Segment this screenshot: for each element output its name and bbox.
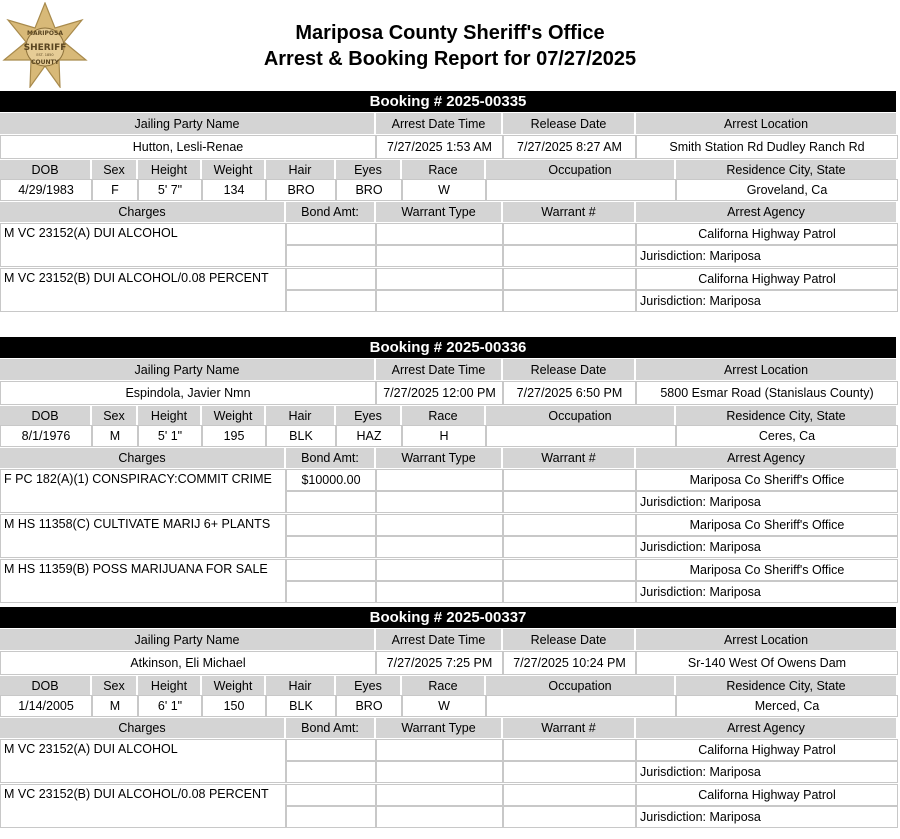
arrest-location-header: Arrest Location (636, 113, 898, 134)
booking-header (0, 91, 896, 112)
release-date: 7/27/2025 10:24 PM (503, 651, 636, 675)
warrant-number (503, 514, 636, 536)
height-header: Height (138, 160, 202, 179)
sex-value: M (92, 425, 138, 447)
report-title: Arrest & Booking Report for 07/27/2025 (263, 48, 637, 70)
badge-text-top: MARIPOSA (27, 30, 63, 37)
arrest-date-time: 7/27/2025 7:25 PM (376, 651, 503, 675)
warrant-type-header: Warrant Type (376, 448, 503, 468)
warrant-type (376, 268, 503, 290)
jailing-party-name-header: Jailing Party Name (0, 113, 376, 134)
eyes-value: BRO (336, 695, 402, 717)
sheriff-badge-icon (2, 2, 88, 88)
dob-value: 1/14/2005 (0, 695, 92, 717)
charge-description: F PC 182(A)(1) CONSPIRACY:COMMIT CRIME (0, 469, 286, 513)
jailing-party-name-header: Jailing Party Name (0, 359, 376, 380)
arrest-agency: Californa Highway Patrol (636, 739, 898, 761)
warrant-number-blank (503, 536, 636, 558)
badge-text-bottom: COUNTY (31, 59, 59, 66)
jurisdiction: Jurisdiction: Mariposa (636, 806, 898, 828)
occupation-value (486, 695, 676, 717)
warrant-type-blank (376, 491, 503, 513)
bond-amt-header: Bond Amt: (286, 718, 376, 738)
weight-header: Weight (202, 406, 266, 425)
booking-prefix: Booking # (369, 93, 447, 110)
bond-amount-blank (286, 491, 376, 513)
hair-header: Hair (266, 406, 336, 425)
booking-number: 2025-00337 (446, 609, 527, 626)
booking-prefix: Booking # (369, 609, 447, 626)
warrant-number-blank (503, 290, 636, 312)
eyes-header: Eyes (336, 676, 402, 695)
warrant-type (376, 469, 503, 491)
warrant-number (503, 739, 636, 761)
height-value: 6' 1" (138, 695, 202, 717)
weight-header: Weight (202, 676, 266, 695)
residence-value: Ceres, Ca (676, 425, 898, 447)
dob-header: DOB (0, 160, 92, 179)
bond-amount-blank (286, 536, 376, 558)
warrant-type (376, 559, 503, 581)
hair-value: BLK (266, 425, 336, 447)
jurisdiction: Jurisdiction: Mariposa (636, 491, 898, 513)
warrant-type-blank (376, 536, 503, 558)
arrest-date-time-header: Arrest Date Time (376, 113, 503, 134)
eyes-value: BRO (336, 179, 402, 201)
eyes-header: Eyes (336, 406, 402, 425)
eyes-value: HAZ (336, 425, 402, 447)
charges-header: Charges (0, 448, 286, 468)
sex-value: F (92, 179, 138, 201)
bond-amount-blank (286, 581, 376, 603)
charge-description: M VC 23152(A) DUI ALCOHOL (0, 739, 286, 783)
warrant-number (503, 559, 636, 581)
height-value: 5' 7" (138, 179, 202, 201)
jurisdiction: Jurisdiction: Mariposa (636, 290, 898, 312)
occupation-header: Occupation (486, 160, 676, 179)
bond-amount (286, 559, 376, 581)
agency-title: Mariposa County Sheriff's Office (295, 22, 605, 44)
hair-header: Hair (266, 676, 336, 695)
weight-value: 150 (202, 695, 266, 717)
arrest-agency: Mariposa Co Sheriff's Office (636, 559, 898, 581)
warrant-number-blank (503, 581, 636, 603)
arrest-date-time: 7/27/2025 1:53 AM (376, 135, 503, 159)
dob-header: DOB (0, 406, 92, 425)
bond-amount-blank (286, 245, 376, 267)
bond-amount (286, 739, 376, 761)
jailing-party-name: Hutton, Lesli-Renae (0, 135, 376, 159)
warrant-type (376, 223, 503, 245)
arrest-date-time: 7/27/2025 12:00 PM (376, 381, 503, 405)
residence-header: Residence City, State (676, 676, 898, 695)
warrant-number (503, 469, 636, 491)
jurisdiction: Jurisdiction: Mariposa (636, 581, 898, 603)
jurisdiction: Jurisdiction: Mariposa (636, 761, 898, 783)
dob-value: 4/29/1983 (0, 179, 92, 201)
dob-value: 8/1/1976 (0, 425, 92, 447)
bond-amount (286, 223, 376, 245)
height-value: 5' 1" (138, 425, 202, 447)
arrest-agency: Californa Highway Patrol (636, 784, 898, 806)
bond-amount (286, 784, 376, 806)
jailing-party-name-header: Jailing Party Name (0, 629, 376, 650)
warrant-number (503, 223, 636, 245)
warrant-type (376, 739, 503, 761)
sex-header: Sex (92, 406, 138, 425)
arrest-agency: Mariposa Co Sheriff's Office (636, 514, 898, 536)
race-header: Race (402, 406, 486, 425)
residence-header: Residence City, State (676, 406, 898, 425)
hair-value: BLK (266, 695, 336, 717)
warrant-no-header: Warrant # (503, 202, 636, 222)
jurisdiction: Jurisdiction: Mariposa (636, 536, 898, 558)
height-header: Height (138, 676, 202, 695)
release-date-header: Release Date (503, 359, 636, 380)
dob-header: DOB (0, 676, 92, 695)
arrest-agency-header: Arrest Agency (636, 718, 898, 738)
sex-header: Sex (92, 676, 138, 695)
arrest-agency: Mariposa Co Sheriff's Office (636, 469, 898, 491)
warrant-number-blank (503, 491, 636, 513)
arrest-date-time-header: Arrest Date Time (376, 359, 503, 380)
warrant-number-blank (503, 245, 636, 267)
badge-text-middle: SHERIFF (23, 43, 67, 53)
hair-value: BRO (266, 179, 336, 201)
booking-number: 2025-00335 (446, 93, 527, 110)
charge-description: M VC 23152(B) DUI ALCOHOL/0.08 PERCENT (0, 268, 286, 312)
bond-amount-blank (286, 290, 376, 312)
charge-description: M HS 11358(C) CULTIVATE MARIJ 6+ PLANTS (0, 514, 286, 558)
sex-value: M (92, 695, 138, 717)
warrant-type-blank (376, 290, 503, 312)
occupation-value (486, 425, 676, 447)
residence-header: Residence City, State (676, 160, 898, 179)
occupation-header: Occupation (486, 406, 676, 425)
release-date-header: Release Date (503, 113, 636, 134)
warrant-type-header: Warrant Type (376, 718, 503, 738)
jailing-party-name: Espindola, Javier Nmn (0, 381, 376, 405)
arrest-location: Smith Station Rd Dudley Ranch Rd (636, 135, 898, 159)
warrant-no-header: Warrant # (503, 718, 636, 738)
bond-amount-blank (286, 806, 376, 828)
arrest-location-header: Arrest Location (636, 629, 898, 650)
hair-header: Hair (266, 160, 336, 179)
eyes-header: Eyes (336, 160, 402, 179)
race-header: Race (402, 676, 486, 695)
arrest-agency-header: Arrest Agency (636, 448, 898, 468)
occupation-header: Occupation (486, 676, 676, 695)
arrest-location-header: Arrest Location (636, 359, 898, 380)
bond-amount (286, 268, 376, 290)
warrant-number-blank (503, 806, 636, 828)
charges-header: Charges (0, 718, 286, 738)
booking-prefix: Booking # (369, 339, 447, 356)
occupation-value (486, 179, 676, 201)
warrant-no-header: Warrant # (503, 448, 636, 468)
arrest-location: 5800 Esmar Road (Stanislaus County) (636, 381, 898, 405)
bond-amt-header: Bond Amt: (286, 448, 376, 468)
release-date: 7/27/2025 6:50 PM (503, 381, 636, 405)
release-date-header: Release Date (503, 629, 636, 650)
bond-amt-header: Bond Amt: (286, 202, 376, 222)
weight-value: 134 (202, 179, 266, 201)
badge-text-est: EST. 1850 (36, 53, 54, 57)
warrant-type (376, 514, 503, 536)
bond-amount: $10000.00 (286, 469, 376, 491)
warrant-type-blank (376, 581, 503, 603)
warrant-number (503, 268, 636, 290)
release-date: 7/27/2025 8:27 AM (503, 135, 636, 159)
jailing-party-name: Atkinson, Eli Michael (0, 651, 376, 675)
charge-description: M HS 11359(B) POSS MARIJUANA FOR SALE (0, 559, 286, 603)
charge-description: M VC 23152(B) DUI ALCOHOL/0.08 PERCENT (0, 784, 286, 828)
race-value: H (402, 425, 486, 447)
warrant-number-blank (503, 761, 636, 783)
arrest-agency: Californa Highway Patrol (636, 268, 898, 290)
warrant-type-header: Warrant Type (376, 202, 503, 222)
arrest-agency-header: Arrest Agency (636, 202, 898, 222)
booking-header (0, 607, 896, 628)
race-value: W (402, 695, 486, 717)
warrant-type-blank (376, 761, 503, 783)
height-header: Height (138, 406, 202, 425)
warrant-number (503, 784, 636, 806)
residence-value: Groveland, Ca (676, 179, 898, 201)
charges-header: Charges (0, 202, 286, 222)
arrest-agency: Californa Highway Patrol (636, 223, 898, 245)
residence-value: Merced, Ca (676, 695, 898, 717)
race-value: W (402, 179, 486, 201)
warrant-type (376, 784, 503, 806)
jurisdiction: Jurisdiction: Mariposa (636, 245, 898, 267)
weight-value: 195 (202, 425, 266, 447)
arrest-date-time-header: Arrest Date Time (376, 629, 503, 650)
weight-header: Weight (202, 160, 266, 179)
booking-number: 2025-00336 (446, 339, 527, 356)
race-header: Race (402, 160, 486, 179)
bond-amount-blank (286, 761, 376, 783)
warrant-type-blank (376, 806, 503, 828)
sex-header: Sex (92, 160, 138, 179)
bond-amount (286, 514, 376, 536)
charge-description: M VC 23152(A) DUI ALCOHOL (0, 223, 286, 267)
booking-header (0, 337, 896, 358)
arrest-location: Sr-140 West Of Owens Dam (636, 651, 898, 675)
warrant-type-blank (376, 245, 503, 267)
